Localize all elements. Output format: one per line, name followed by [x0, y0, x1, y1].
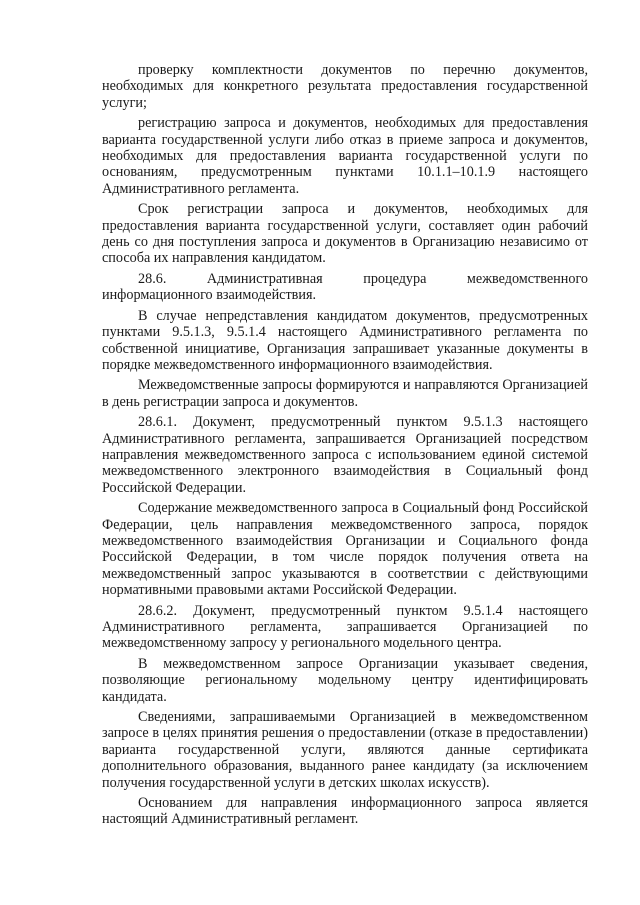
paragraph-requested-information: Сведениями, запрашиваемыми Организацией в межведомственном запросе в целях принятия решения о предоставлении (отказе в предоставлении) варианта государственной услуги, являются данные сертификата дополнительного образования, выданного ранее кандидату (за исключением получения государственной услуги в детских школах искусств). — [102, 709, 588, 791]
paragraph-registration: регистрацию запроса и документов, необходимых для предоставления варианта государственной услуги либо отказ в приеме запроса и документов, необходимых для предоставления варианта государственной услуги по основаниям, предусмотренным пунктами 10.1.1–10.1.9 настоящего Административного регламента. — [102, 115, 588, 197]
paragraph-section-28-6-2: 28.6.2. Документ, предусмотренный пунктом 9.5.1.4 настоящего Административного регламента, запрашивается Организацией по межведомственному запросу у регионального модельного центра. — [102, 602, 588, 652]
paragraph-interagency-requests: Межведомственные запросы формируются и направляются Организацией в день регистрации запроса и документов. — [102, 377, 588, 410]
paragraph-candidate-identification: В межведомственном запросе Организации указывает сведения, позволяющие региональному модельному центру идентифицировать кандидата. — [102, 655, 588, 705]
paragraph-registration-term: Срок регистрации запроса и документов, необходимых для предоставления варианта государственной услуги, составляет один рабочий день со дня поступления запроса и документов в Организацию независимо от способа их направления кандидатом. — [102, 201, 588, 267]
paragraph-completeness-check: проверку комплектности документов по перечню документов, необходимых для конкретного результата предоставления государственной услуги; — [102, 62, 588, 111]
paragraph-request-content: Содержание межведомственного запроса в Социальный фонд Российской Федерации, цель направления межведомственного запроса, порядок межведомственного взаимодействия Организации и Социального фонда Российской Федерации, в том числе порядок получения ответа на межведомственный запрос указываются в соответствии с действующими нормативными правовыми актами Российской Федерации. — [102, 500, 588, 599]
paragraph-basis: Основанием для направления информационного запроса является настоящий Административный регламент. — [102, 795, 588, 828]
document-page — [102, 62, 588, 828]
paragraph-section-28-6: 28.6. Административная процедура межведомственного информационного взаимодействия. — [102, 270, 588, 304]
paragraph-section-28-6-1: 28.6.1. Документ, предусмотренный пунктом 9.5.1.3 настоящего Административного регламента, запрашивается Организацией посредством направления межведомственного запроса с использованием единой системой межведомственного электронного взаимодействия в Социальный фонд Российской Федерации. — [102, 414, 588, 496]
paragraph-non-submission: В случае непредставления кандидатом документов, предусмотренных пунктами 9.5.1.3, 9.5.1.4 настоящего Административного регламента по собственной инициативе, Организация запрашивает указанные документы в порядке межведомственного информационного взаимодействия. — [102, 307, 588, 373]
